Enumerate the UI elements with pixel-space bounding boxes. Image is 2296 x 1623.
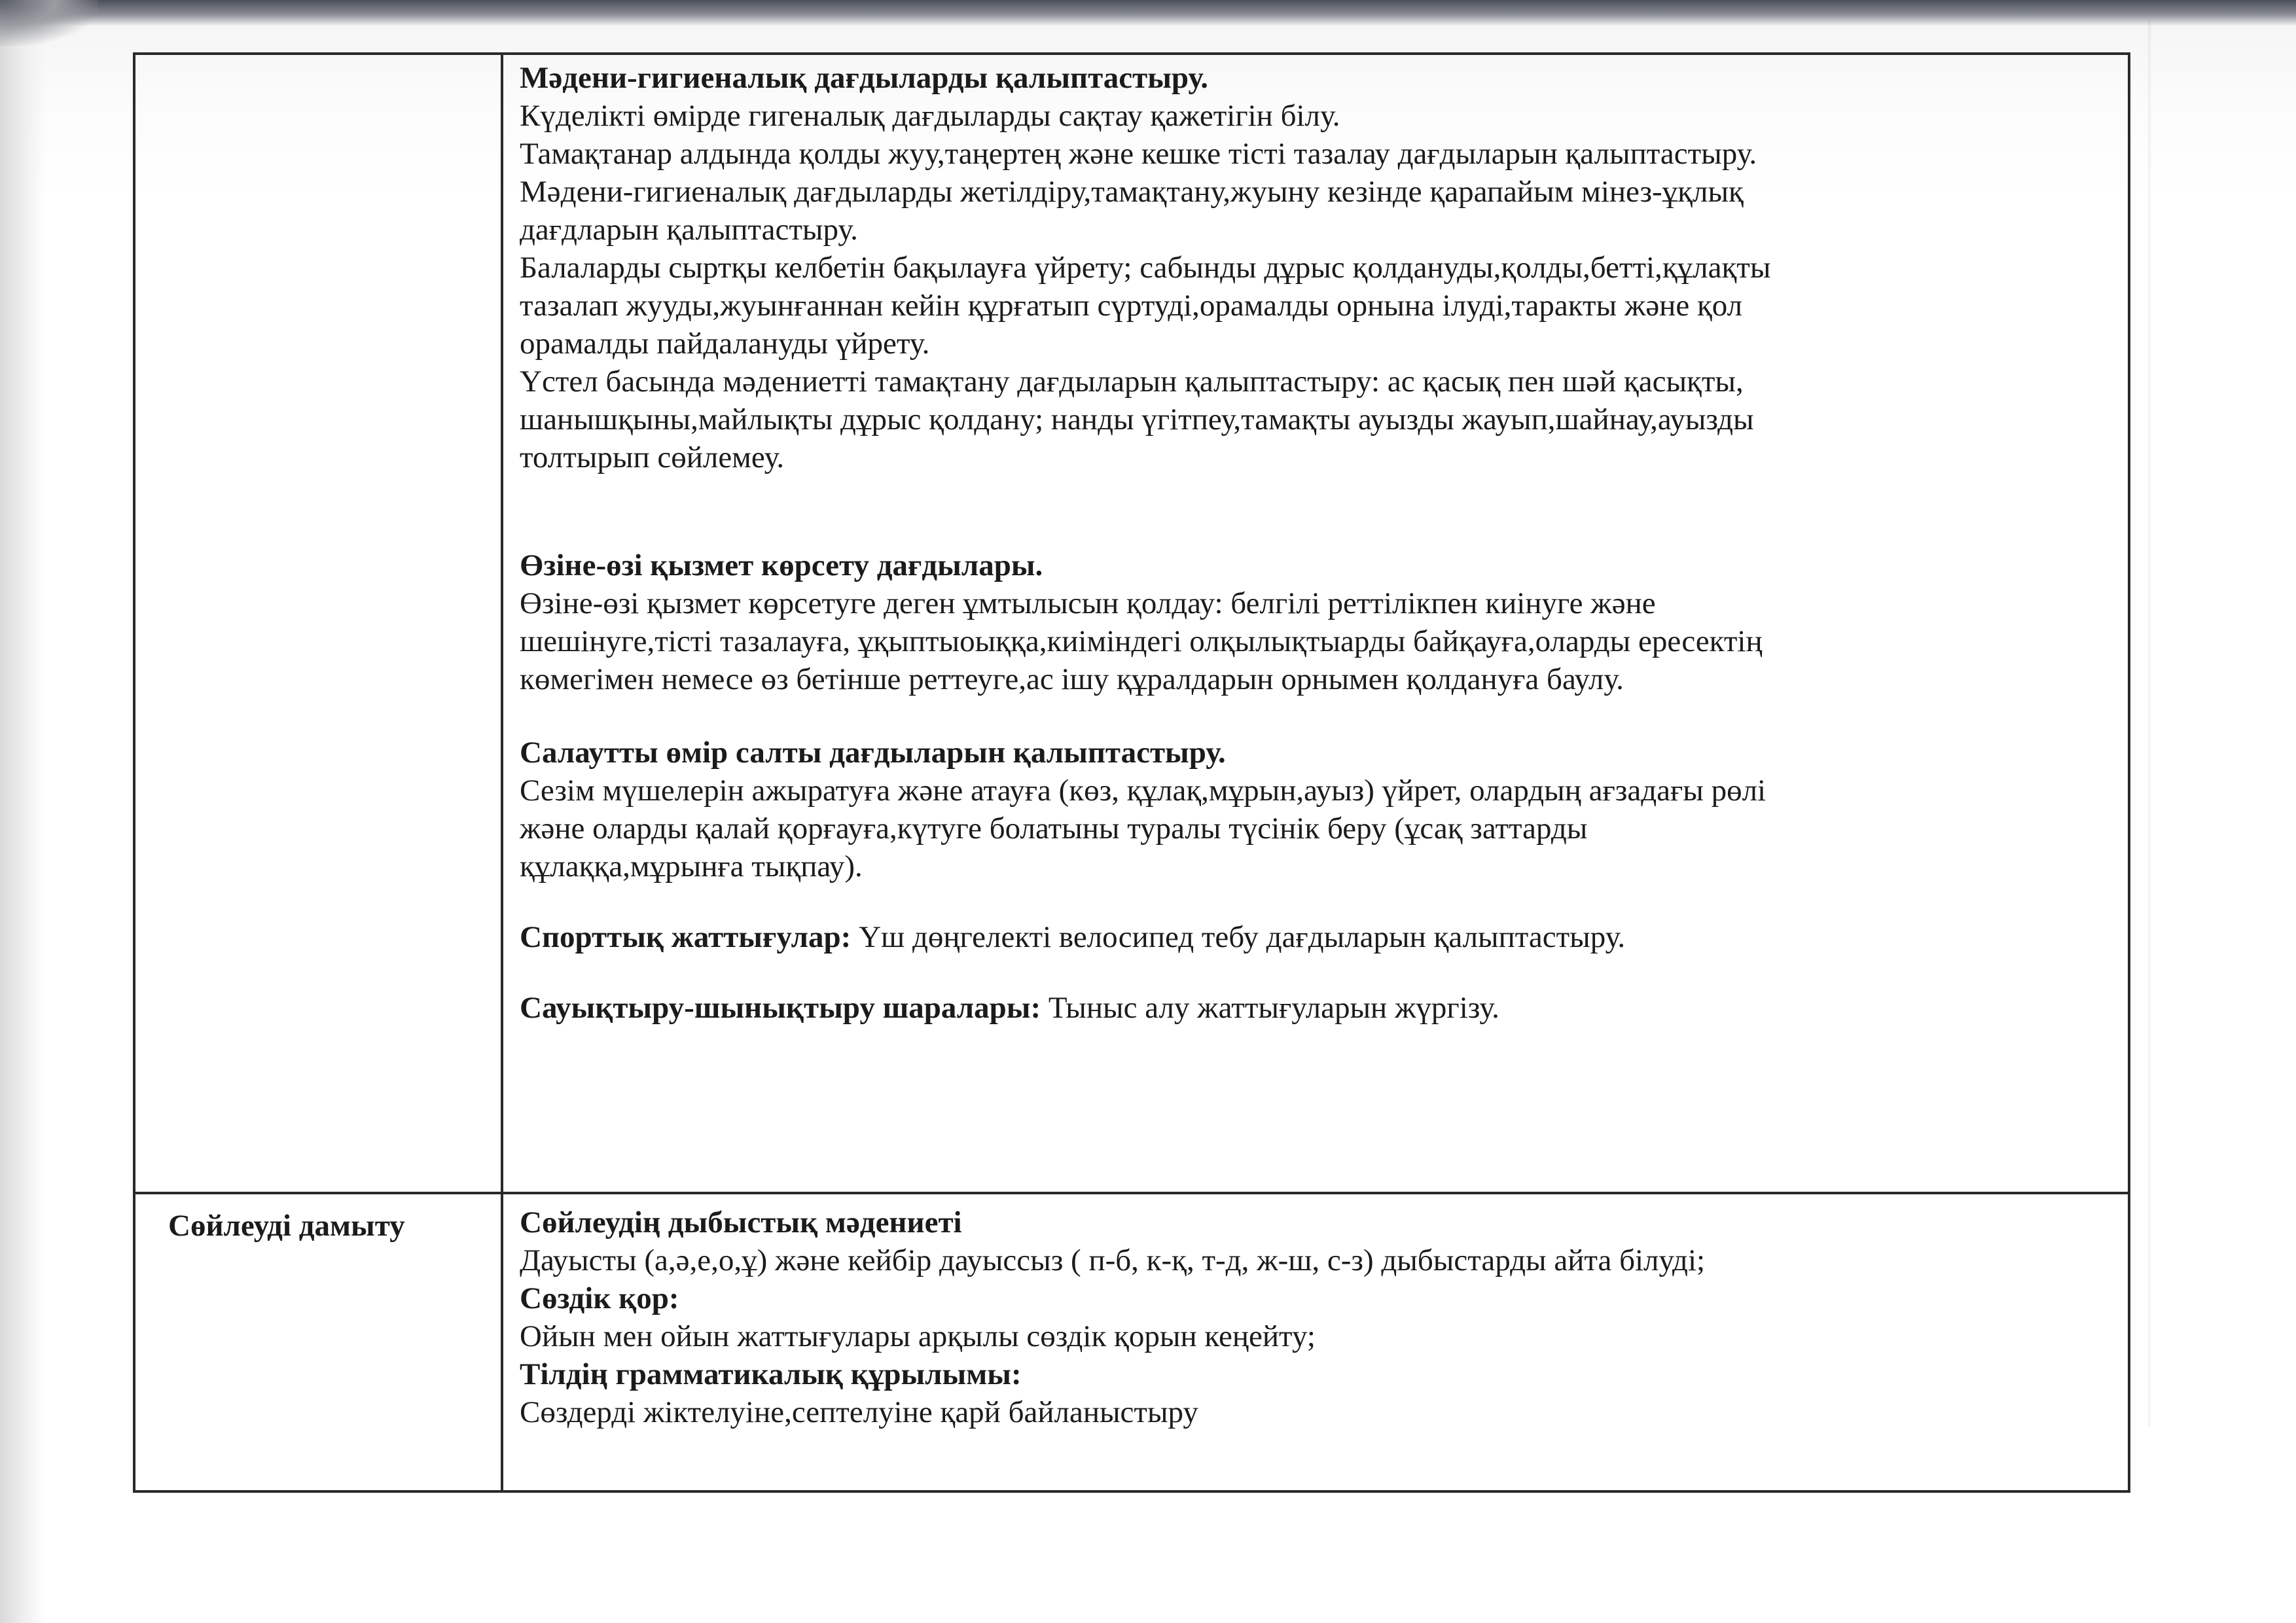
section-heading-vocabulary: Сөздік қор: bbox=[520, 1281, 679, 1315]
text-line: орамалды пайдалануды үйрету. bbox=[520, 327, 930, 361]
page-left-shadow bbox=[0, 0, 46, 1623]
text-line: шешінуге,тісті тазалауға, ұқыптыоыққа,киіміндегі олқылықтыарды байқауға,оларды ересектің bbox=[520, 624, 1763, 658]
section-heading-hygiene: Мәдени-гигиеналық дағдыларды қалыптастыру. bbox=[520, 61, 1208, 95]
section-heading-healthy-lifestyle: Салаутты өмір салты дағдыларын қалыптастыру. bbox=[520, 736, 1226, 770]
health-hardening-label: Сауықтыру-шынықтыру шаралары: bbox=[520, 991, 1041, 1025]
health-hardening-item bbox=[520, 989, 2115, 1027]
row2-left-cell bbox=[134, 1193, 502, 1491]
row1-subject-label bbox=[135, 55, 501, 67]
text-line: Үстел басында мәдениетті тамақтану дағдыларын қалыптастыру: ас қасық пен шәй қасықты, bbox=[520, 365, 1744, 399]
row2-subject-label: Сөйлеуді дамыту bbox=[168, 1209, 405, 1243]
section-heading-self-care: Өзіне-өзі қызмет көрсету дағдылары. bbox=[520, 548, 1043, 582]
text-line: Күделікті өмірде гигеналық дағдыларды сақтау қажетігін білу. bbox=[520, 99, 1340, 133]
text-line: шанышқыны,майлықты дұрыс қолдану; нанды үгітпеу,тамақты ауызды жауып,шайнау,ауызды bbox=[520, 402, 1754, 437]
text-line: Өзіне-өзі қызмет көрсетуге деген ұмтылысын қолдау: белгілі реттілікпен киінуге және bbox=[520, 586, 1656, 620]
text-line: құлаққа,мұрынға тықпау). bbox=[520, 849, 863, 883]
text-line: дағдларын қалыптастыру. bbox=[520, 213, 858, 247]
section-heading-grammar: Тілдің грамматикалық құрылымы: bbox=[520, 1357, 1022, 1391]
text-line: көмегімен немесе өз бетінше реттеуге,ас ішу құралдарын орнымен қолдануға баулу. bbox=[520, 662, 1624, 696]
text-line: Ойын мен ойын жаттығулары арқылы сөздік қорын кеңейту; bbox=[520, 1319, 1316, 1353]
health-hardening-text: Тыныс алу жаттығуларын жүргізу. bbox=[1041, 991, 1499, 1025]
text-line: тазалап жууды,жуынғаннан кейін құрғатып сүртуді,орамалды орнына ілуді,таракты және қол bbox=[520, 289, 1743, 323]
row1-left-cell bbox=[134, 54, 502, 1193]
sports-exercises-item bbox=[520, 918, 2115, 956]
table-row bbox=[134, 54, 2129, 1193]
text-line: Тамақтанар алдында қолды жуу,таңертең және кешке тісті тазалау дағдыларын қалыптастыру. bbox=[520, 137, 1757, 171]
row1-content-cell bbox=[502, 54, 2129, 1193]
text-line: Сезім мүшелерін ажыратуға және атауға (көз, құлақ,мұрын,ауыз) үйрет, олардың ағзадағы рөлі bbox=[520, 774, 1767, 808]
table-row bbox=[134, 1193, 2129, 1491]
page-top-shadow bbox=[0, 0, 2296, 26]
page-right-edge bbox=[2148, 20, 2152, 1427]
text-line: Сөздерді жіктелуіне,септелуіне қарй байланыстыру bbox=[520, 1395, 1198, 1429]
text-line: Балаларды сыртқы келбетін бақылауға үйрету; сабынды дұрыс қолдануды,қолды,бетті,құлақты bbox=[520, 251, 1771, 285]
page-corner-curl bbox=[0, 0, 98, 46]
sports-exercises-text: Үш дөңгелекті велосипед тебу дағдыларын қалыптастыру. bbox=[851, 920, 1626, 954]
sports-exercises-label: Спорттық жаттығулар: bbox=[520, 920, 852, 954]
section-heading-sound-culture: Сөйлеудің дыбыстық мәдениеті bbox=[520, 1205, 962, 1240]
text-line: Дауысты (а,ә,е,о,ұ) және кейбір дауыссыз ( п-б, к-қ, т-д, ж-ш, с-з) дыбыстарды айта білуді; bbox=[520, 1243, 1706, 1277]
text-line: Мәдени-гигиеналық дағдыларды жетілдіру,тамақтану,жуыну кезінде қарапайым мінез-ұқлық bbox=[520, 175, 1744, 209]
text-line: толтырып сөйлемеу. bbox=[520, 440, 785, 474]
curriculum-table bbox=[133, 52, 2130, 1493]
row2-content-cell bbox=[502, 1193, 2129, 1491]
text-line: және оларды қалай қорғауға,күтуге болатыны туралы түсінік беру (ұсақ заттарды bbox=[520, 812, 1588, 846]
